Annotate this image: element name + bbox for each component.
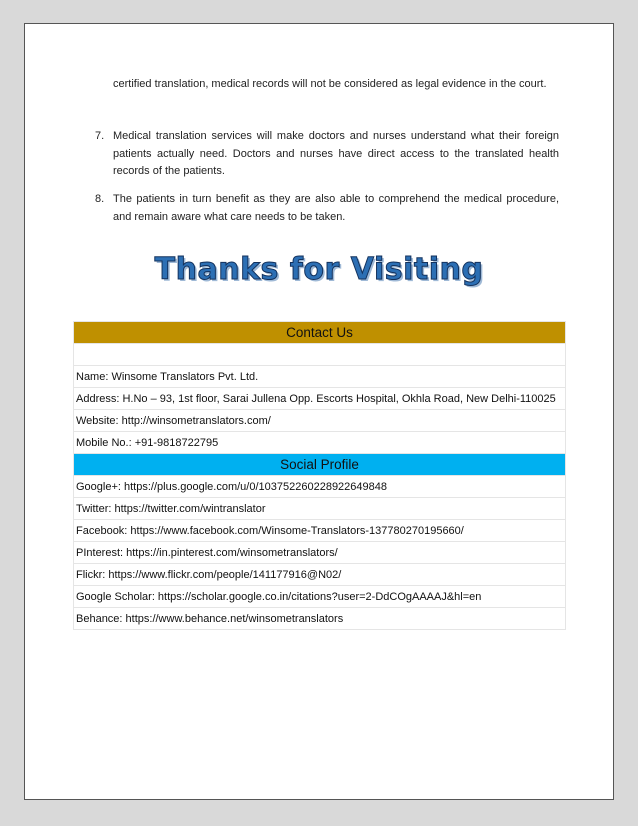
social-pinterest[interactable] [74, 542, 566, 564]
contact-header: Contact Us [74, 322, 566, 344]
scholar-link[interactable]: Google Scholar: https://scholar.google.co.in/citations?user=2-DdCOgAAAAJ&hl=en [76, 590, 482, 603]
contact-mobile: Mobile No.: +91-9818722795 [74, 432, 566, 454]
contact-website[interactable] [74, 410, 566, 432]
contact-table [73, 321, 566, 630]
social-scholar[interactable] [74, 586, 566, 608]
social-header: Social Profile [74, 454, 566, 476]
list-item-text: The patients in turn benefit as they are also able to comprehend the medical procedure, and remain aware what care needs to be taken. [113, 193, 559, 223]
social-behance[interactable] [74, 608, 566, 630]
list-item-text: Medical translation services will make doctors and nurses understand what their foreign patients actually need. Doctors and nurses have direct access to the translated health records of the patients. [113, 130, 559, 177]
facebook-link[interactable]: Facebook: https://www.facebook.com/Winsome-Translators-137780270195660/ [76, 524, 464, 537]
contact-address: Address: H.No – 93, 1st floor, Sarai Jullena Opp. Escorts Hospital, Okhla Road, New Delhi-110025 [74, 388, 566, 410]
thanks-banner: Thanks for Visiting [154, 252, 484, 287]
list-item-number: 7. [95, 130, 105, 142]
contact-name: Name: Winsome Translators Pvt. Ltd. [74, 366, 566, 388]
twitter-link[interactable]: Twitter: https://twitter.com/wintranslator [76, 502, 266, 515]
pinterest-link[interactable]: PInterest: https://in.pinterest.com/winsometranslators/ [76, 546, 338, 559]
social-flickr[interactable] [74, 564, 566, 586]
spacer-row [74, 344, 566, 366]
behance-link[interactable]: Behance: https://www.behance.net/winsometranslators [76, 612, 344, 625]
social-google-plus[interactable] [74, 476, 566, 498]
website-link[interactable]: Website: http://winsometranslators.com/ [76, 414, 271, 427]
flickr-link[interactable]: Flickr: https://www.flickr.com/people/141177916@N02/ [76, 568, 342, 581]
list-item-number: 8. [95, 193, 105, 205]
document-page [24, 23, 614, 800]
continued-paragraph: certified translation, medical records will not be considered as legal evidence in the court. [113, 78, 547, 90]
social-twitter[interactable] [74, 498, 566, 520]
social-facebook[interactable] [74, 520, 566, 542]
google-plus-link[interactable]: Google+: https://plus.google.com/u/0/103752260228922649848 [76, 480, 388, 493]
